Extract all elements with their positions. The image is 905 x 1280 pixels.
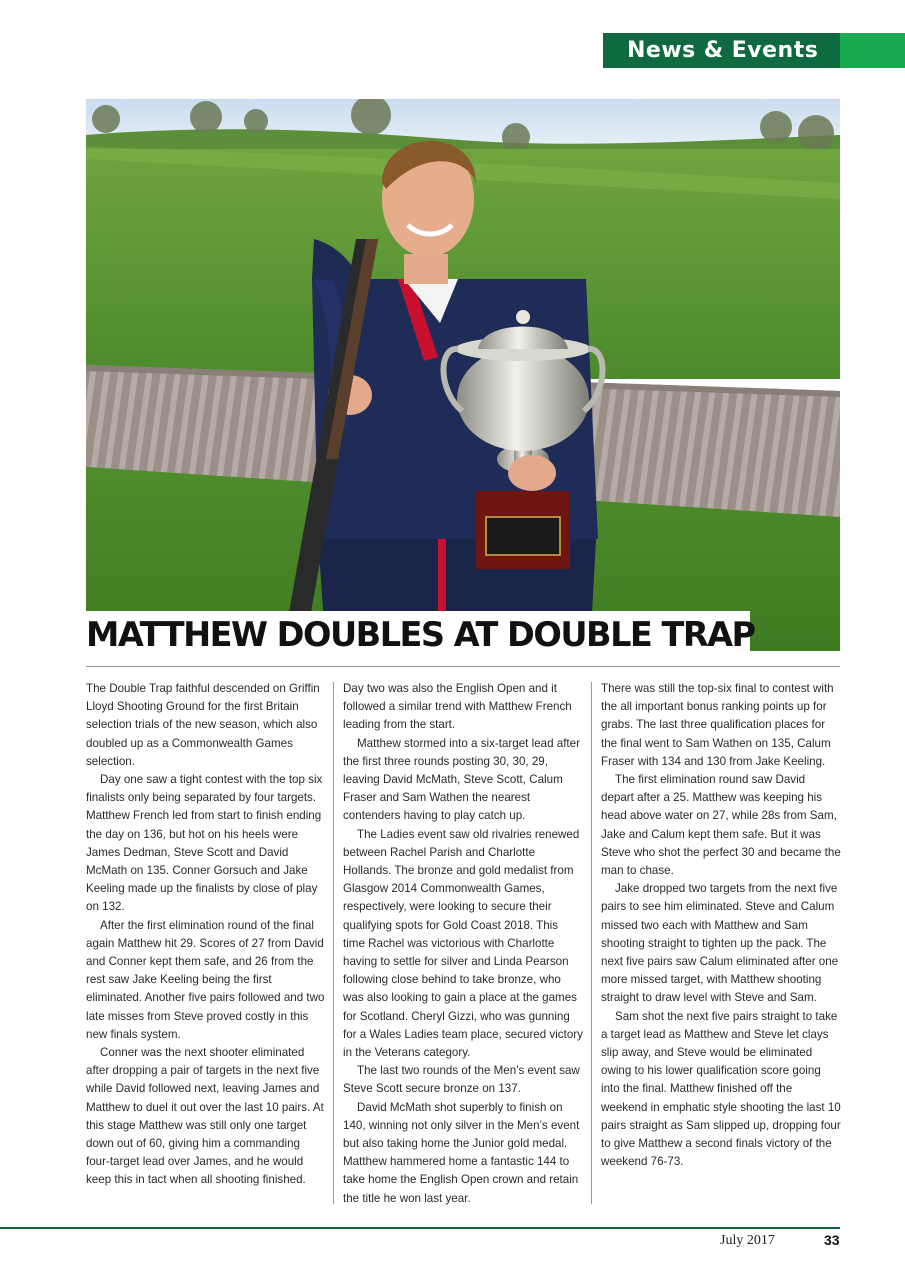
- paragraph: Conner was the next shooter eliminated after dropping a pair of targets in the next five while David followed next, leaving James and Matthew to duel it out over the last 10 pairs. At this stage Matthew was still only one target down out of 60, giving him a commanding four-target lead over James, and he would keep this in tact when all shooting finished.: [86, 1046, 324, 1187]
- paragraph: There was still the top-six final to contest with the all important bonus ranking points up for grabs. The last three qualification places for the final went to Sam Wathen on 135, Calum Fraser with 134 and 130 from Jake Keeling.: [601, 682, 834, 768]
- section-label: News & Events: [627, 38, 819, 63]
- article-headline: MATTHEW DOUBLES AT DOUBLE TRAP: [86, 615, 755, 654]
- column-divider: [591, 682, 592, 1204]
- page-number: 33: [824, 1232, 840, 1248]
- photo-illustration: [86, 99, 840, 651]
- article-column-1: [86, 680, 326, 1190]
- section-tab-accent: [840, 33, 905, 68]
- paragraph: Day one saw a tight contest with the top six finalists only being separated by four targets. Matthew French led from start to finish ending the day on 136, but hot on his heels were James Dedman, Steve Scott and David McMath on 135. Conner Gorsuch and Jake Keeling made up the finalists by close of play on 132.: [86, 773, 323, 914]
- footer-date: July 2017: [720, 1233, 775, 1248]
- paragraph: After the first elimination round of the final again Matthew hit 29. Scores of 27 from David and Conner kept them safe, and 26 from the rest saw Jake Keeling being the first eliminated. Another five pairs followed and two late misses from Steve proved costly in this new finals system.: [86, 918, 325, 1041]
- paragraph: The Ladies event saw old rivalries renewed between Rachel Parish and Charlotte Hollands. The bronze and gold medalist from Glasgow 2014 Commonwealth Games, respectively, were looking to secure their qualifying spots for Gold Coast 2018. This time Rachel was victorious with Charlotte having to settle for silver and Linda Pearson following close behind to take bronze, who was also looking to gain a place at the games for Scotland. Cheryl Gizzi, who was gunning for a Wales Ladies team place, secured victory in the Veterans category.: [343, 827, 583, 1060]
- paragraph: The Double Trap faithful descended on Griffin Lloyd Shooting Ground for the first Britain selection trials of the new season, which also doubled up as a Commonwealth Games selection.: [86, 682, 320, 768]
- paragraph: The first elimination round saw David depart after a 25. Matthew was keeping his head above water on 27, while 28s from Sam, Jake and Calum kept them safe. But it was Steve who shot the perfect 30 and became the man to chase.: [601, 773, 841, 878]
- section-tab: [603, 33, 840, 68]
- article-column-3: [601, 680, 841, 1171]
- article-photo: [86, 99, 840, 651]
- paragraph: The last two rounds of the Men’s event saw Steve Scott secure bronze on 137.: [343, 1064, 580, 1096]
- article-column-2: [343, 680, 583, 1208]
- paragraph: Day two was also the English Open and it followed a similar trend with Matthew French leading from the start.: [343, 682, 572, 732]
- paragraph: David McMath shot superbly to finish on 140, winning not only silver in the Men’s event but also taking home the Junior gold medal. Matthew hammered home a fantastic 144 to take home the English Open crown and retain the title he won last year.: [343, 1100, 580, 1205]
- paragraph: Matthew stormed into a six-target lead after the first three rounds posting 30, 30, 29, leaving David McMath, Steve Scott, Calum Fraser and Sam Wathen the nearest contenders having to play catch up.: [343, 736, 580, 823]
- paragraph: Sam shot the next five pairs straight to take a target lead as Matthew and Steve let clays slip away, and Steve would be eliminated owing to his lower qualification score going into the final. Matthew finished off the weekend in emphatic style shooting the last 10 pairs straight as Sam slipped up, dropping four to give Matthew a second finals victory of the weekend 76-73.: [601, 1009, 841, 1169]
- column-divider: [333, 682, 334, 1204]
- headline-rule: [86, 666, 840, 667]
- footer-rule: [0, 1227, 840, 1229]
- paragraph: Jake dropped two targets from the next five pairs to see him eliminated. Steve and Calum missed two each with Matthew and Sam shooting straight to tighten up the pack. The next five pairs saw Calum eliminated after one more missed target, with Matthew shooting straight to draw level with Steve and Sam.: [601, 882, 839, 1005]
